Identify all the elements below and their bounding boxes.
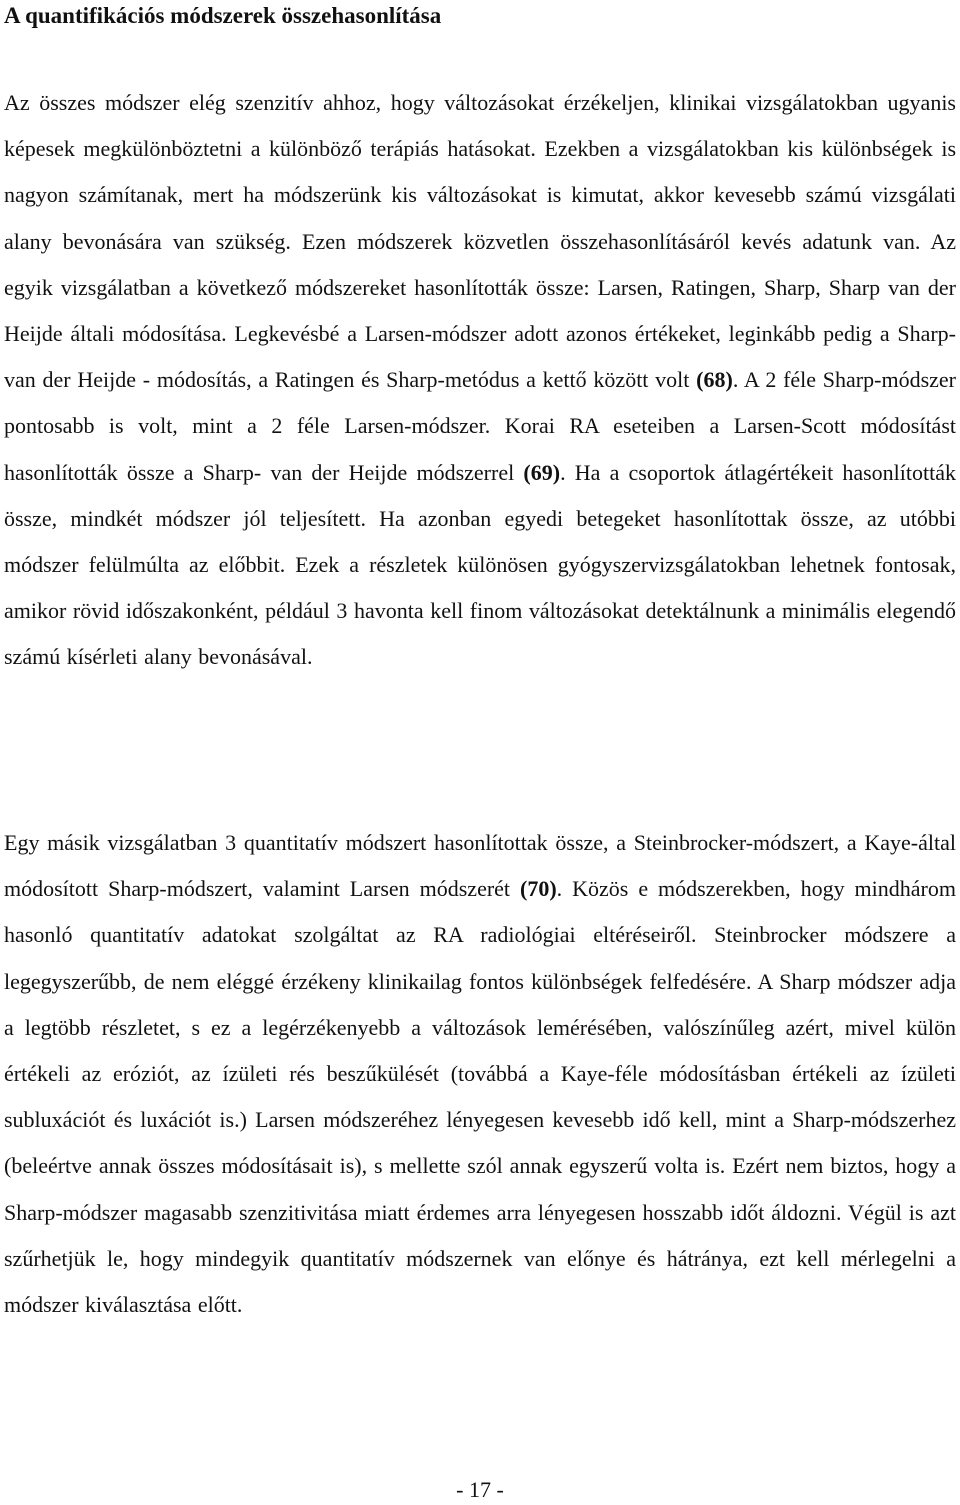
page-title: A quantifikációs módszerek összehasonlítása bbox=[4, 3, 442, 28]
paragraph-2-text-a: Egy másik vizsgálatban 3 quantitatív módszert hasonlítottak össze, a Steinbrocker-módszert, a Kaye-által módosított Sharp-módszert, valamint Larsen módszerét bbox=[4, 830, 956, 902]
reference-70: (70) bbox=[520, 876, 557, 902]
paragraph-2 bbox=[4, 820, 956, 1328]
paragraph-1-text-a: Az összes módszer elég szenzitív ahhoz, hogy változásokat érzékeljen, klinikai vizsgálatokban ugyanis képesek megkülönböztetni a különböző terápiás hatásokat. Ezekben a vizsgálatokban kis különbségek is nagyon számítanak, mert ha módszerünk kis változásokat is kimutat, akkor kevesebb számú vizsgálati alany bevonására van szükség. Ezen módszerek közvetlen összehasonlításáról kevés adatunk van. Az egyik vizsgálatban a következő módszereket hasonlították össze: Larsen, Ratingen, Sharp, Sharp van der Heijde általi módosítása. Legkevésbé a Larsen-módszer adott azonos értékeket, leginkább pedig a Sharp-van der Heijde - módosítás, a Ratingen és Sharp-metódus a kettő között volt bbox=[4, 90, 956, 393]
paragraph-2-text-b: . Közös e módszerekben, hogy mindhárom hasonló quantitatív adatokat szolgáltat az RA radiológiai eltéréseiről. Steinbrocker módszere a legegyszerűbb, de nem eléggé érzékeny klinikailag fontos különbségek felfedésére. A Sharp módszer adja a legtöbb részletet, s ez a legérzékenyebb a változások lemérésében, valószínűleg azért, mivel külön értékeli az eróziót, az ízületi rés beszűkülését (továbbá a Kaye-féle módosításban értékeli az ízületi subluxációt és luxációt is.) Larsen módszeréhez lényegesen kevesebb idő kell, mint a Sharp-módszerhez (beleértve annak összes módosításait is), s mellette szól annak egyszerű volta is. Ezért nem biztos, hogy a Sharp-módszer magasabb szenzitivitása miatt érdemes arra lényegesen hosszabb időt áldozni. Végül is azt szűrhetjük le, hogy mindegyik quantitatív módszernek van előnye és hátránya, ezt kell mérlegelni a módszer kiválasztása előtt. bbox=[4, 876, 956, 1318]
paragraph-1 bbox=[4, 80, 956, 681]
reference-69: (69) bbox=[523, 459, 561, 485]
paragraph-1-text-c: . Ha a csoportok átlagértékeit hasonlították össze, mindkét módszer jól teljesített. Ha azonban egyedi betegeket hasonlítottak össze, az utóbbi módszer felülmúlta az előbbit. Ezek a részletek különösen gyógyszervizsgálatokban lehetnek fontosak, amikor rövid időszakonként, például 3 havonta kell finom változásokat detektálnunk a minimális elegendő számú kísérleti alany bevonásával. bbox=[4, 459, 957, 670]
page-number: - 17 - bbox=[456, 1477, 504, 1502]
reference-68: (68) bbox=[696, 367, 733, 393]
paragraph-1-text-b: . A 2 féle Sharp-módszer pontosabb is volt, mint a 2 féle Larsen-módszer. Korai RA eseteiben a Larsen-Scott módosítást hasonlították össze a Sharp- van der Heijde módszerrel bbox=[4, 367, 956, 485]
